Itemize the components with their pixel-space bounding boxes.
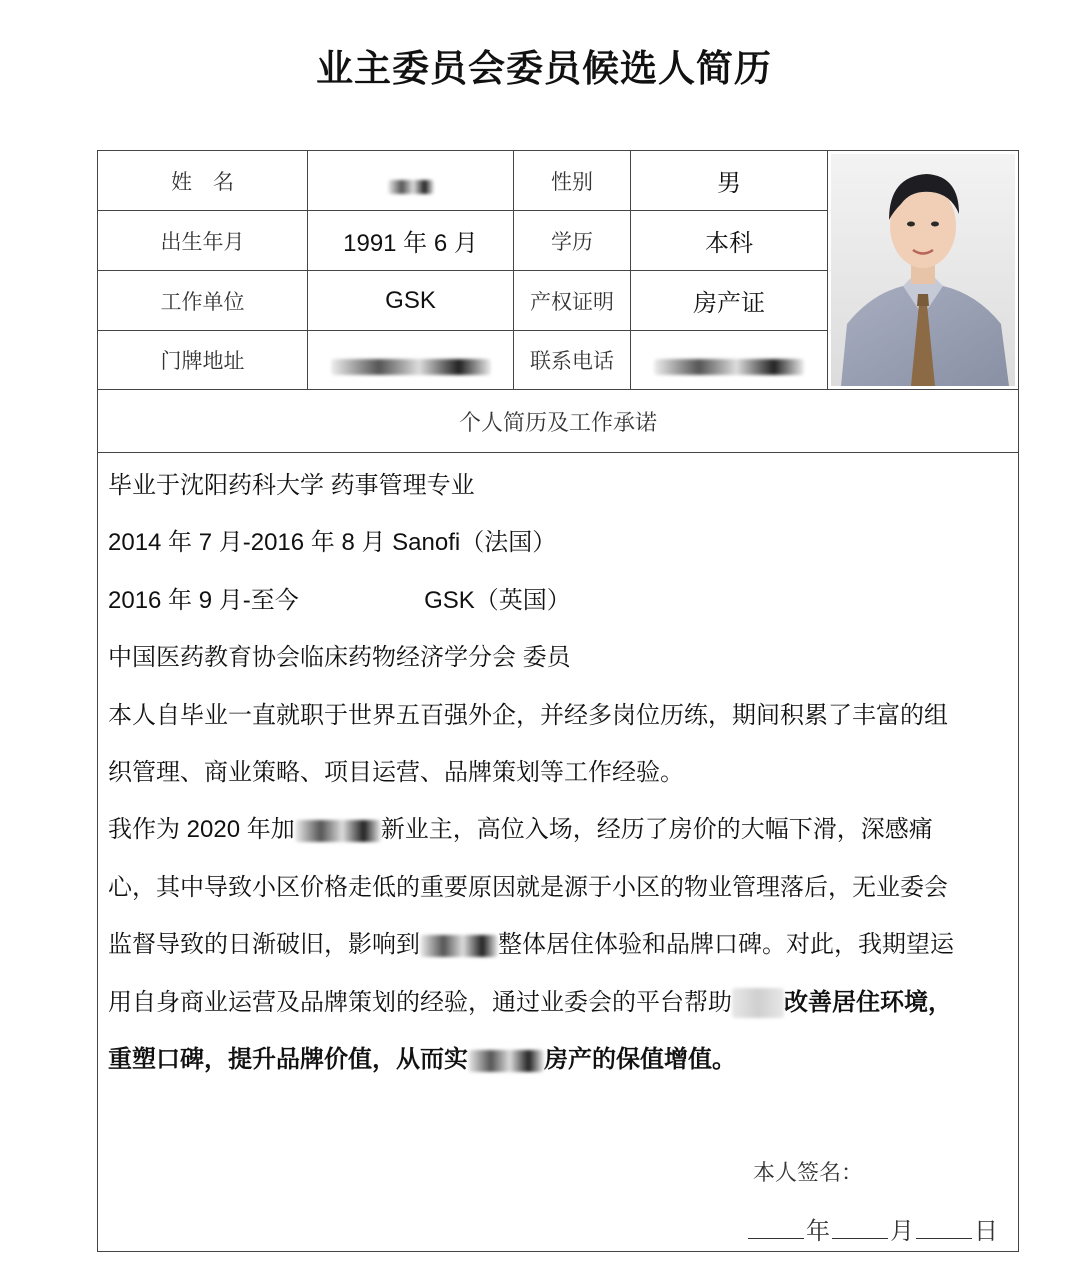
employer-label: 工作单位 (98, 271, 308, 331)
employer-value: GSK (308, 271, 514, 331)
year-label: 年 (806, 1217, 830, 1245)
document-title: 业主委员会委员候选人简历 (316, 47, 772, 90)
body-line-4: 中国医药教育协会临床药物经济学分会 委员 (108, 644, 571, 672)
phone-label: 联系电话 (514, 331, 631, 390)
body-line-11-a: 重塑口碑，提升品牌价值，从而实 (108, 1045, 468, 1073)
education-label: 学历 (514, 211, 631, 271)
community-redacted (468, 1050, 544, 1072)
day-blank[interactable] (916, 1216, 972, 1239)
body-line-5: 本人自毕业一直就职于世界五百强外企，并经多岗位历练，期间积累了丰富的组 (108, 701, 948, 729)
body-line-11 (108, 1042, 1013, 1099)
candidate-photo-cell (828, 151, 1018, 390)
signature-label: 本人签名： (753, 1161, 864, 1186)
signature-date (746, 1211, 998, 1246)
body-line-3-employer: GSK（英国） (424, 586, 571, 614)
day-label: 日 (974, 1217, 998, 1245)
education-value: 本科 (631, 211, 828, 271)
address-label: 门牌地址 (98, 331, 308, 390)
phone-redacted (654, 359, 804, 375)
month-blank[interactable] (832, 1216, 888, 1239)
birth-label: 出生年月 (98, 211, 308, 271)
month-label: 月 (890, 1217, 914, 1245)
body-line-10-a: 用自身商业运营及品牌策划的经验，通过业委会的平台帮助 (108, 988, 732, 1016)
resume-form (97, 150, 1019, 1252)
community-redacted (420, 935, 498, 957)
body-line-10-b: 改善居住环境， (784, 988, 952, 1016)
community-redacted (732, 988, 784, 1018)
resume-body (108, 468, 1013, 1099)
name-value (308, 151, 514, 211)
body-line-2: 2014 年 7 月-2016 年 8 月 Sanofi（法国） (108, 529, 557, 557)
body-line-10 (108, 985, 1013, 1042)
body-line-11-b: 房产的保值增值。 (544, 1045, 736, 1073)
body-line-3-date: 2016 年 9 月-至今 (108, 586, 299, 614)
phone-value (631, 331, 828, 390)
candidate-photo (831, 154, 1015, 386)
body-line-1: 毕业于沈阳药科大学 药事管理专业 (108, 472, 475, 499)
gender-label: 性别 (514, 151, 631, 211)
gender-value: 男 (631, 151, 828, 211)
name-label: 姓 名 (98, 151, 308, 211)
body-line-9-a: 监督导致的日渐破旧，影响到 (108, 931, 420, 959)
body-line-6: 织管理、商业策略、项目运营、品牌策划等工作经验。 (108, 758, 684, 786)
body-line-7-a: 我作为 2020 年加 (108, 816, 295, 844)
body-line-9-b: 整体居住体验和品牌口碑。对此，我期望运 (498, 931, 954, 959)
body-line-3 (108, 583, 1013, 640)
address-redacted (331, 359, 491, 375)
year-blank[interactable] (748, 1216, 804, 1239)
address-value (308, 331, 514, 390)
body-line-7-b: 新业主，高位入场，经历了房价的大幅下滑，深感痛 (380, 816, 933, 844)
name-redacted (388, 180, 434, 194)
body-line-8: 心，其中导致小区价格走低的重要原因就是源于小区的物业管理落后，无业委会 (108, 873, 948, 901)
section-title: 个人简历及工作承诺 (98, 390, 1018, 453)
property-value: 房产证 (631, 271, 828, 331)
community-redacted (295, 820, 381, 842)
body-line-9 (108, 927, 1013, 984)
body-line-7 (108, 812, 1013, 869)
birth-value: 1991 年 6 月 (308, 211, 514, 271)
property-label: 产权证明 (514, 271, 631, 331)
